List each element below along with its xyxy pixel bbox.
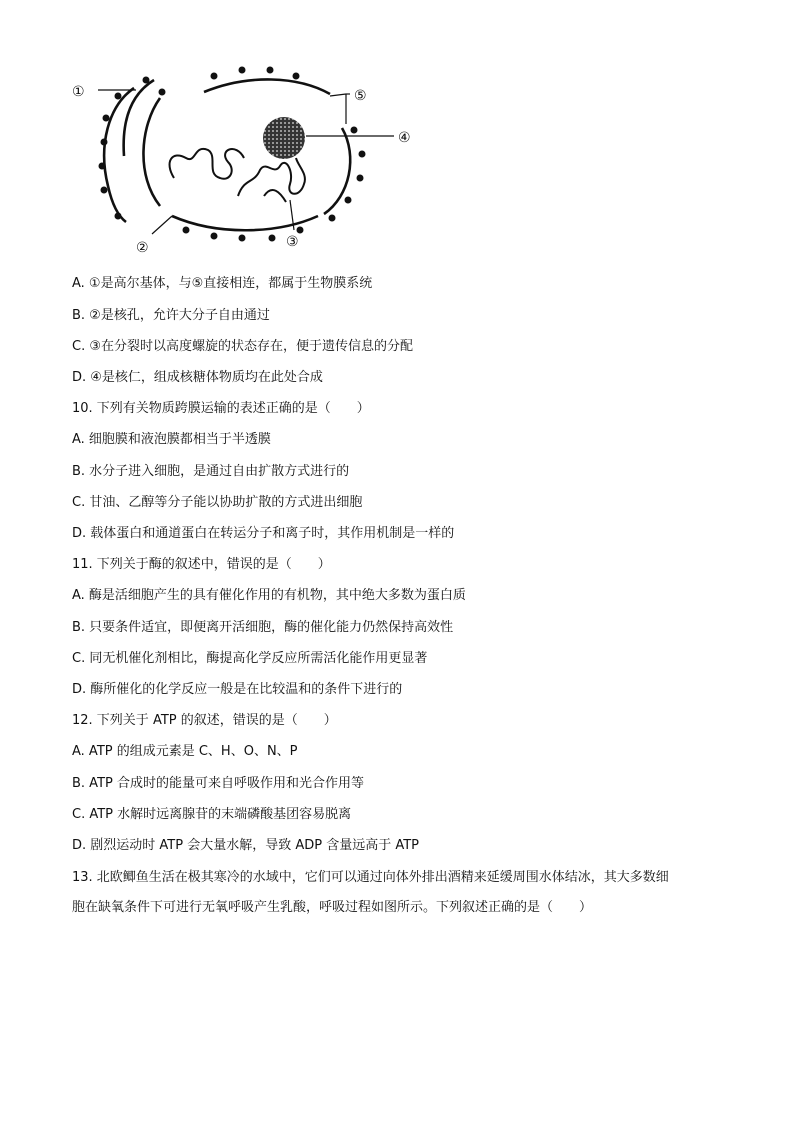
q11-stem: 11. 下列关于酶的叙述中，错误的是（ ） [72, 557, 331, 572]
q11-option-c: C. 同无机催化剂相比，酶提高化学反应所需活化能作用更显著 [72, 651, 428, 666]
label-3: ③ [286, 234, 299, 250]
q12-option-d: D. 剧烈运动时 ATP 会大量水解，导致 ADP 含量远高于 ATP [72, 838, 420, 853]
nucleus-structure-figure [68, 66, 428, 256]
label-2: ② [136, 240, 149, 256]
chromatin-right [238, 158, 305, 202]
nuclear-envelope-left [143, 98, 160, 206]
leader-line-2 [152, 216, 172, 234]
nuclear-envelope-bottom [172, 216, 318, 230]
nucleolus-texture [263, 117, 305, 159]
q9-option-b: B. ②是核孔，允许大分子自由通过 [72, 308, 270, 323]
q9-option-d: D. ④是核仁，组成核糖体物质均在此处合成 [72, 370, 323, 385]
q9-option-a: A. ①是高尔基体，与⑤直接相连，都属于生物膜系统 [72, 276, 373, 291]
q10-option-a: A. 细胞膜和液泡膜都相当于半透膜 [72, 432, 271, 447]
q13-stem-line1: 13. 北欧鲫鱼生活在极其寒冷的水域中，它们可以通过向体外排出酒精来延缓周围水体结冰，其大多数细 [72, 870, 669, 885]
q12-option-c: C. ATP 水解时远离腺苷的末端磷酸基团容易脱离 [72, 807, 352, 822]
q10-option-d: D. 载体蛋白和通道蛋白在转运分子和离子时，其作用机制是一样的 [72, 526, 455, 541]
q12-option-a: A. ATP 的组成元素是 C、H、O、N、P [72, 744, 298, 759]
q9-option-c: C. ③在分裂时以高度螺旋的状态存在，便于遗传信息的分配 [72, 339, 413, 354]
q13-stem-line2: 胞在缺氧条件下可进行无氧呼吸产生乳酸，呼吸过程如图所示。下列叙述正确的是（ ） [72, 900, 593, 915]
q10-option-b: B. 水分子进入细胞，是通过自由扩散方式进行的 [72, 464, 350, 479]
q10-stem: 10. 下列有关物质跨膜运输的表述正确的是（ ） [72, 401, 370, 416]
q10-option-c: C. 甘油、乙醇等分子能以协助扩散的方式进出细胞 [72, 495, 363, 510]
label-5: ⑤ [354, 88, 367, 104]
q12-stem: 12. 下列关于 ATP 的叙述，错误的是（ ） [72, 713, 337, 728]
label-1: ① [72, 84, 85, 100]
q11-option-a: A. 酶是活细胞产生的具有催化作用的有机物，其中绝大多数为蛋白质 [72, 588, 466, 603]
q12-option-b: B. ATP 合成时的能量可来自呼吸作用和光合作用等 [72, 776, 364, 791]
nuclear-envelope-top [204, 79, 330, 94]
label-4: ④ [398, 130, 411, 146]
q11-option-b: B. 只要条件适宜，即便离开活细胞，酶的催化能力仍然保持高效性 [72, 620, 454, 635]
leader-line-5a [330, 94, 346, 96]
chromatin-left [170, 149, 244, 179]
nucleus-diagram-svg [68, 66, 428, 256]
q11-option-d: D. 酶所催化的化学反应一般是在比较温和的条件下进行的 [72, 682, 403, 697]
